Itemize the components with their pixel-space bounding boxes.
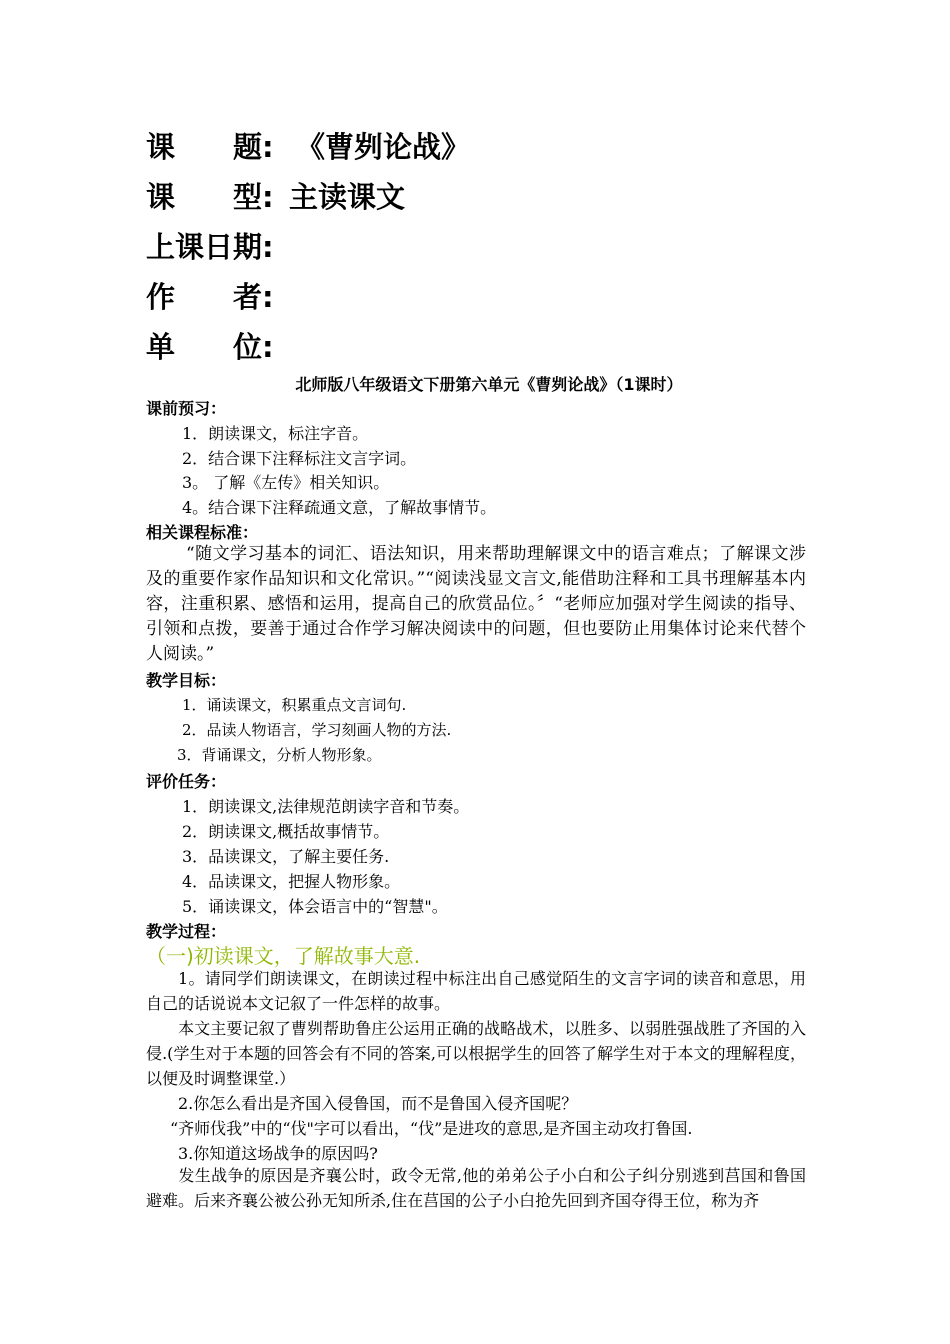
cover-unit-label: 单 位: [146,330,274,364]
tasks-item-2: 2．朗读课文,概括故事情节。 [182,822,390,841]
preview-item-2: 2．结合课下注释标注文言字词。 [182,449,417,468]
preview-item-1: 1．朗读课文，标注字音。 [182,424,369,443]
cover-date-label: 上课日期: [146,230,274,264]
tasks-item-5: 5．诵读课文，体会语言中的“智慧"。 [182,897,448,916]
cover-type-value: 主读课文 [289,180,406,214]
process-p1-text: 1。请同学们朗读课文，在朗读过程中标注出自己感觉陌生的文言字词的读音和意思，用自己的话说说本文记叙了一件怎样的故事。 [146,969,806,1013]
process-paragraph-2 [146,1016,806,1091]
process-question-3: 3.你知道这场战争的原因吗? [178,1144,378,1163]
cover-author-label: 作 者: [146,280,274,314]
cover-topic-value: 《曹刿论战》 [296,130,471,164]
tasks-heading: 评价任务： [146,772,227,791]
standards-text: “随文学习基本的词汇、语法知识，用来帮助理解课文中的语言难点；了解课文涉及的重要作家作品知识和文化常识。”“阅读浅显文言文,能借助注释和工具书理解基本内容，注重积累、感悟和运用，提高自己的欣赏品位。〞“老师应加强对学生阅读的指导、引领和点拨，要善于通过合作学习解决阅读中的问题，但也要防止用集体讨论来代替个人阅读。” [146,544,806,664]
process-paragraph-1 [146,966,806,1016]
preview-heading: 课前预习： [146,399,227,418]
goals-item-3: 3．背诵课文，分析人物形象。 [177,746,382,764]
tasks-item-3: 3．品读课文，了解主要任务. [182,847,390,866]
section-1-title: （一)初读课文，了解故事大意. [146,944,421,968]
standards-paragraph [146,542,806,667]
goals-item-2: 2．品读人物语言，学习刻画人物的方法. [182,721,452,739]
process-p6-text: 发生战争的原因是齐襄公时，政令无常,他的弟弟公子小白和公子纠分别逃到莒国和鲁国避难。后来齐襄公被公孙无知所杀,住在莒国的公子小白抢先回到齐国夺得王位，称为齐 [146,1166,806,1210]
tasks-item-1: 1．朗读课文,法律规范朗读字音和节奏。 [182,797,470,816]
tasks-item-4: 4．品读课文，把握人物形象。 [182,872,401,891]
process-answer-2: “齐师伐我”中的“伐"字可以看出，“伐”是进攻的意思,是齐国主动攻打鲁国. [170,1119,693,1138]
goals-heading: 教学目标： [146,671,227,690]
process-paragraph-6 [146,1163,806,1213]
process-question-2: 2.你怎么看出是齐国入侵鲁国，而不是鲁国入侵齐国呢？ [178,1094,578,1113]
preview-item-4: 4。结合课下注释疏通文意，了解故事情节。 [182,498,497,517]
preview-item-3: 3。 了解《左传》相关知识。 [182,473,390,492]
goals-item-1: 1．诵读课文，积累重点文言词句. [182,696,407,714]
process-p2-text: 本文主要记叙了曹刿帮助鲁庄公运用正确的战略战术，以胜多、以弱胜强战胜了齐国的入侵.(学生对于本题的回答会有不同的答案,可以根据学生的回答了解学生对于本文的理解程度，以便及时调整课堂.） [146,1019,806,1088]
cover-topic-label: 课 题: [146,130,274,164]
process-heading: 教学过程： [146,922,227,941]
document-title: 北师版八年级语文下册第六单元《曹刿论战》（1课时） [295,375,683,394]
cover-type-label: 课 型: [146,180,274,214]
standards-heading: 相关课程标准： [146,523,259,542]
